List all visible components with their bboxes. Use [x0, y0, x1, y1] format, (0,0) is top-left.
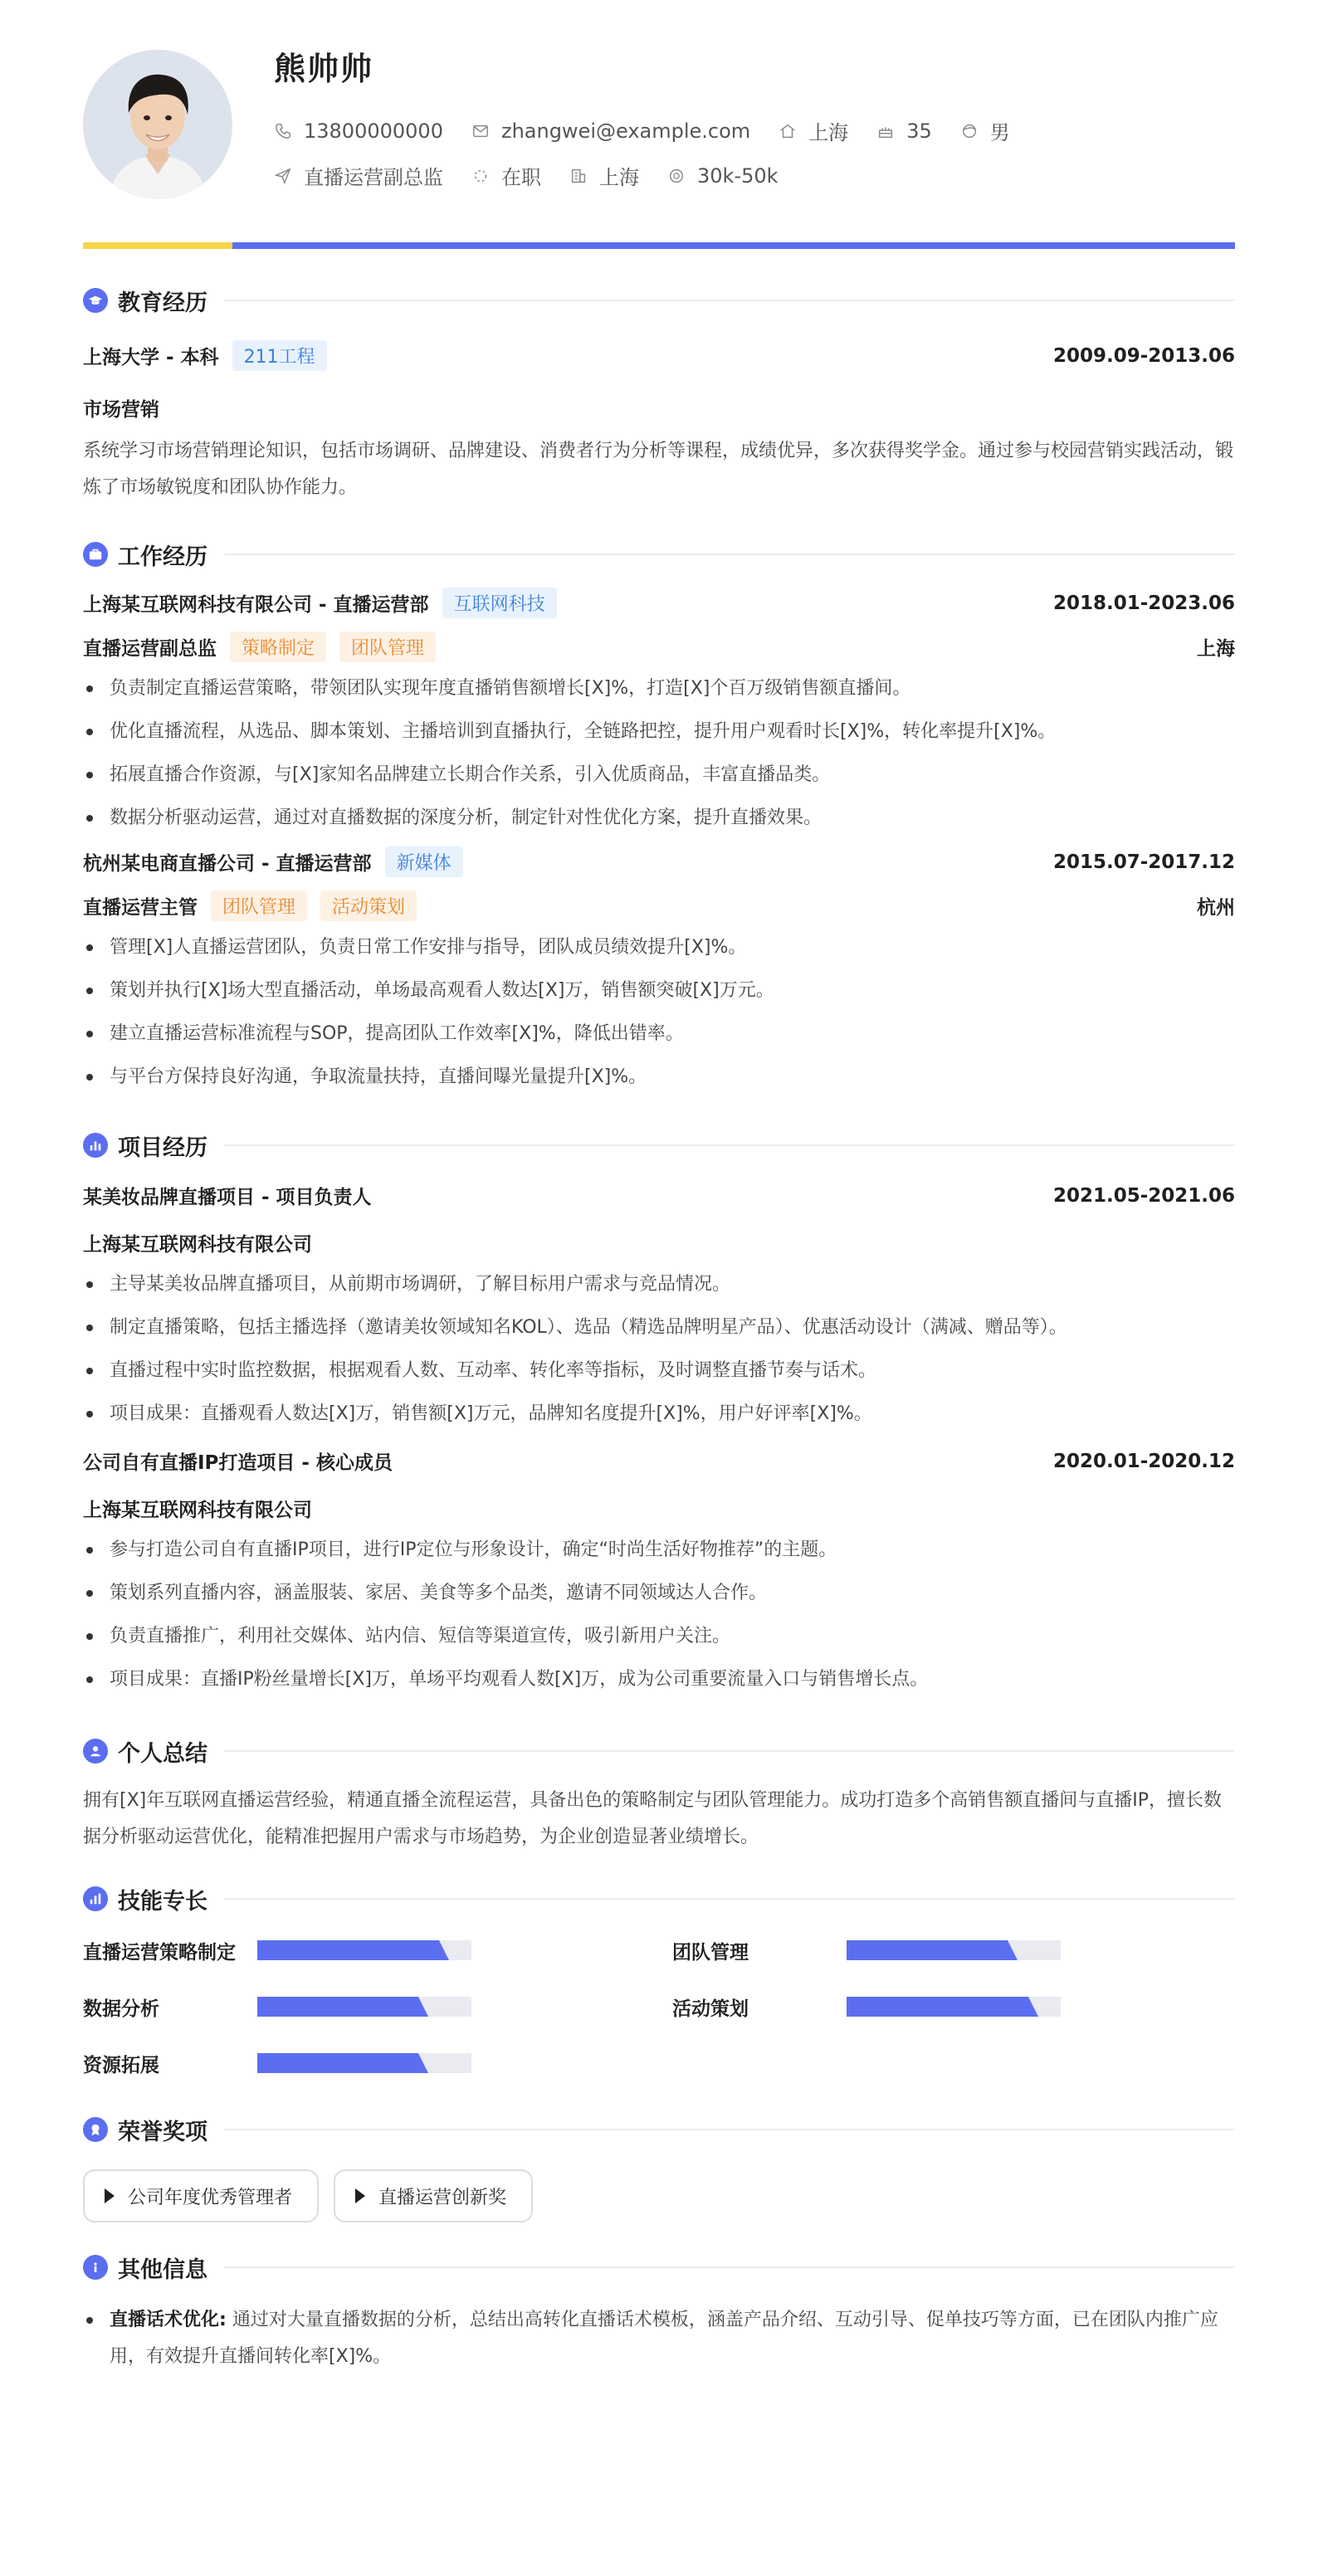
- hometown-item: [779, 116, 848, 145]
- other-info-item: [83, 2302, 1235, 2375]
- company-name: 上海某互联网科技有限公司 - 直播运营部: [83, 594, 429, 616]
- job-date: 2015.07-2017.12: [1052, 851, 1235, 873]
- list-item: 负责制定直播运营策略，带领团队实现年度直播销售额增长[X]%，打造[X]个百万级销售额直播间。: [83, 667, 1235, 710]
- work-section: [83, 538, 1235, 1099]
- list-item: 策划系列直播内容，涵盖服装、家居、美食等多个品类，邀请不同领域达人合作。: [83, 1572, 1235, 1615]
- job-intent-row: [274, 161, 807, 190]
- job-location: 上海: [1197, 638, 1235, 660]
- skill-item: [83, 2035, 672, 2091]
- hometown-text: 上海: [808, 121, 849, 144]
- email-text: zhangwei@example.com: [500, 119, 751, 143]
- project-entry: [83, 1447, 1235, 1701]
- salary-text: 30k-50k: [697, 163, 779, 188]
- person-icon: [83, 1739, 108, 1764]
- school-tag: 211工程: [232, 340, 327, 371]
- job-role: 直播运营主管: [83, 897, 198, 919]
- send-icon: [274, 167, 292, 185]
- section-title: 技能专长: [83, 1882, 1235, 1915]
- education-header: [83, 340, 1235, 371]
- salary-item: [667, 164, 779, 188]
- job-date: 2018.01-2023.06: [1052, 592, 1235, 614]
- list-item: 优化直播流程，从选品、脚本策划、主播培训到直播执行，全链路把控，提升用户观看时长[X]%，转化率提升[X]%。: [83, 710, 1235, 754]
- skill-bar: [847, 1940, 1061, 1960]
- projects-section: [83, 1129, 1235, 1701]
- school-name: 上海大学 - 本科: [83, 347, 219, 368]
- list-item: 管理[X]人直播运营团队，负责日常工作安排与指导，团队成员绩效提升[X]%。: [83, 926, 1235, 969]
- skills-section: [83, 1882, 1235, 2091]
- job-role-row: [83, 632, 1235, 662]
- project-company: 上海某互联网科技有限公司: [83, 1500, 312, 1521]
- role-tag: 策略制定: [230, 632, 326, 662]
- job-header: [83, 846, 1235, 877]
- honors-section: [83, 2113, 1235, 2222]
- status-text: 在职: [501, 166, 541, 189]
- bar-chart-icon: [83, 1133, 108, 1158]
- other-info-text: 通过对大量直播数据的分析，总结出高转化直播话术模板，涵盖产品介绍、互动引导、促单技巧等方面，已在团队内推广应用，有效提升直播间转化率[X]%。: [110, 2310, 1218, 2367]
- list-item: 负责直播推广，利用社交媒体、站内信、短信等渠道宣传，吸引新用户关注。: [83, 1615, 1235, 1658]
- list-item: 参与打造公司自有直播IP项目，进行IP定位与形象设计，确定“时尚生活好物推荐”的主题。: [83, 1529, 1235, 1572]
- section-title: 教育经历: [83, 284, 1235, 317]
- honors-list: [83, 2169, 1235, 2222]
- candidate-name: 熊帅帅: [274, 51, 374, 87]
- gender-item: [960, 116, 1010, 145]
- list-item: 项目成果：直播观看人数达[X]万，销售额[X]万元，品牌知名度提升[X]%，用户好评率[X]%。: [83, 1393, 1235, 1436]
- status-item: [471, 161, 541, 190]
- age-item: [876, 120, 932, 143]
- skill-item: [672, 1978, 1245, 2035]
- role-tag: 团队管理: [211, 890, 307, 921]
- list-item: 项目成果：直播IP粉丝量增长[X]万，单场平均观看人数[X]万，成为公司重要流量入口与销售增长点。: [83, 1658, 1235, 1701]
- project-bullets: [83, 1263, 1235, 1436]
- job-entry: [83, 588, 1235, 840]
- list-item: 策划并执行[X]场大型直播活动，单场最高观看人数达[X]万，销售额突破[X]万元。: [83, 969, 1235, 1012]
- age-text: 35: [906, 119, 932, 143]
- role-tag: 团队管理: [339, 632, 436, 662]
- skill-label: 资源拓展: [83, 2054, 159, 2076]
- job-role: 直播运营副总监: [83, 638, 217, 660]
- phone-icon: [274, 122, 292, 140]
- project-name: 某美妆品牌直播项目 - 项目负责人: [83, 1187, 372, 1208]
- list-item: 数据分析驱动运营，通过对直播数据的深度分析，制定针对性优化方案，提升直播效果。: [83, 797, 1235, 840]
- mail-icon: [471, 122, 490, 140]
- summary-section: [83, 1734, 1235, 1856]
- resume-header: [83, 0, 1235, 249]
- skill-bar: [257, 2053, 471, 2073]
- industry-tag: 新媒体: [385, 846, 463, 877]
- play-triangle-icon: [355, 2188, 365, 2203]
- list-item: 制定直播策略，包括主播选择（邀请美妆领域知名KOL）、选品（精选品牌明星产品）、优惠活动设计（满减、赠品等）。: [83, 1306, 1235, 1349]
- skill-bar: [847, 1997, 1061, 2017]
- skill-label: 数据分析: [83, 1998, 159, 2020]
- header-divider: [83, 242, 1235, 249]
- avatar: [83, 50, 232, 199]
- list-item: 拓展直播合作资源，与[X]家知名品牌建立长期合作关系，引入优质商品，丰富直播品类。: [83, 754, 1235, 797]
- chart-bars-icon: [83, 1886, 108, 1911]
- person-face-icon: [960, 122, 979, 140]
- project-header: [83, 1447, 1235, 1475]
- section-title: 项目经历: [83, 1129, 1235, 1162]
- skill-label: 直播运营策略制定: [83, 1941, 236, 1964]
- coin-icon: [667, 167, 686, 185]
- award-icon: [83, 2117, 108, 2142]
- briefcase-icon: [83, 542, 108, 567]
- project-date: 2020.01-2020.12: [1052, 1450, 1235, 1472]
- section-title: 个人总结: [83, 1734, 1235, 1768]
- list-item: 主导某美妆品牌直播项目，从前期市场调研，了解目标用户需求与竞品情况。: [83, 1263, 1235, 1306]
- email-item: [471, 120, 750, 143]
- other-section: [83, 2251, 1235, 2375]
- home-icon: [779, 122, 797, 140]
- building-icon: [569, 167, 588, 185]
- honor-item: [334, 2169, 533, 2222]
- project-name: 公司自有直播IP打造项目 - 核心成员: [83, 1452, 393, 1474]
- position-text: 直播运营副总监: [304, 166, 443, 189]
- phone-text: 13800000000: [304, 119, 443, 143]
- education-description: 系统学习市场营销理论知识，包括市场调研、品牌建设、消费者行为分析等课程，成绩优异，多次获得奖学金。通过参与校园营销实践活动，锻炼了市场敏锐度和团队协作能力。: [83, 441, 1234, 498]
- graduation-cap-icon: [83, 288, 108, 313]
- honor-label: 公司年度优秀管理者: [128, 2187, 293, 2208]
- industry-tag: 互联网科技: [442, 588, 557, 618]
- city-item: [569, 161, 639, 190]
- skill-bar: [257, 1997, 471, 2017]
- skills-grid: [83, 1922, 1235, 2091]
- project-bullets: [83, 1529, 1235, 1701]
- project-entry: [83, 1182, 1235, 1436]
- gender-text: 男: [989, 121, 1010, 144]
- play-triangle-icon: [105, 2188, 115, 2203]
- cake-icon: [876, 122, 895, 140]
- skill-bar: [257, 1940, 471, 1960]
- section-title: 工作经历: [83, 538, 1235, 571]
- company-name: 杭州某电商直播公司 - 直播运营部: [83, 853, 372, 875]
- skill-label: 活动策划: [672, 1998, 749, 2020]
- job-header: [83, 588, 1235, 618]
- job-bullets: [83, 667, 1235, 840]
- major: 市场营销: [83, 399, 159, 421]
- skill-item: [672, 1922, 1245, 1978]
- skill-label: 团队管理: [672, 1941, 749, 1964]
- phone-item: [274, 120, 443, 143]
- job-bullets: [83, 926, 1235, 1099]
- job-location: 杭州: [1197, 897, 1235, 919]
- job-entry: [83, 846, 1235, 1099]
- skill-item: [83, 1978, 672, 2035]
- contact-row: [274, 116, 1038, 145]
- avatar-portrait-icon: [83, 50, 232, 199]
- project-header: [83, 1182, 1235, 1209]
- section-title: 荣誉奖项: [83, 2113, 1235, 2146]
- section-title: 其他信息: [83, 2251, 1235, 2284]
- job-role-row: [83, 890, 1235, 921]
- skill-item: [83, 1922, 672, 1978]
- list-item: 建立直播运营标准流程与SOP，提高团队工作效率[X]%，降低出错率。: [83, 1012, 1235, 1056]
- summary-text: 拥有[X]年互联网直播运营经验，精通直播全流程运营，具备出色的策略制定与团队管理能力。成功打造多个高销售额直播间与直播IP，擅长数据分析驱动运营优化，能精准把握用户需求与市场趋势，为企业创造显著业绩增长。: [83, 1790, 1222, 1847]
- project-company: 上海某互联网科技有限公司: [83, 1234, 312, 1256]
- honor-label: 直播运营创新奖: [378, 2187, 507, 2208]
- honor-item: [83, 2169, 319, 2222]
- education-date: 2009.09-2013.06: [1052, 344, 1235, 367]
- role-tag: 活动策划: [320, 890, 417, 921]
- project-date: 2021.05-2021.06: [1052, 1184, 1235, 1207]
- city-text: 上海: [599, 166, 639, 189]
- other-info-key: 直播话术优化:: [110, 2310, 227, 2330]
- status-spinner-icon: [471, 167, 490, 185]
- position-item: [274, 161, 443, 190]
- education-section: [83, 284, 1235, 506]
- info-icon: [83, 2255, 108, 2280]
- list-item: 直播过程中实时监控数据，根据观看人数、互动率、转化率等指标，及时调整直播节奏与话术。: [83, 1349, 1235, 1393]
- list-item: 与平台方保持良好沟通，争取流量扶持，直播间曝光量提升[X]%。: [83, 1056, 1235, 1099]
